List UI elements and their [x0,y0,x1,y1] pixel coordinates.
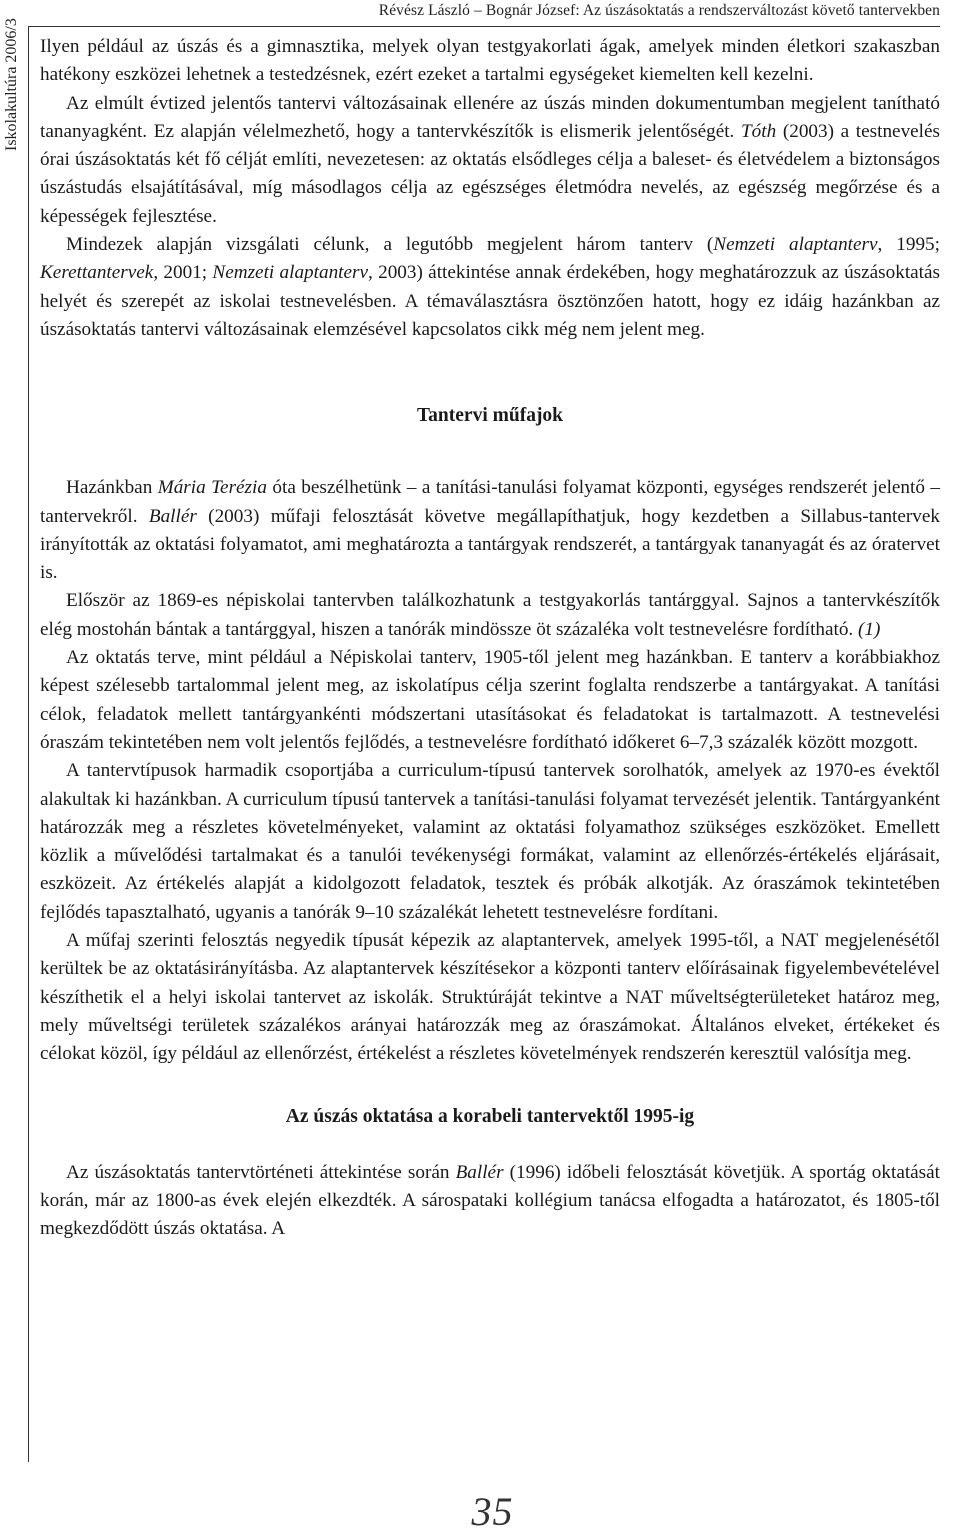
paragraph: Mindezek alapján vizsgálati célunk, a legutóbb megjelent három tanterv (Nemzeti alaptanterv, 1995; Kerettantervek, 2001; Nemzeti alaptanterv, 2003) áttekintése annak érdekében, hogy meghatározzuk az úszásoktatás helyét és szerepét az iskolai testnevelésben. A témaválasztásra ösztönzően hatott, hogy ez idáig hazánkban az úszásoktatás tantervi változásainak elemzésével kapcsolatos cikk még nem jelent meg. [40,234,940,340]
page-number: 35 [471,1489,514,1534]
article-body [40,33,940,1243]
paragraph: Ilyen például az úszás és a gimnasztika, melyek olyan testgyakorlati ágak, amelyek minden életkori szakaszban hatékony eszközei lehetnek a testedzésnek, ezért ezeket a tartalmi egységeket kiemelten kell kezelni. [40,36,940,86]
paragraph: Az oktatás terve, mint például a Népiskolai tanterv, 1905-től jelent meg hazánkban. E tanterv a korábbiakhoz képest szélesebb tartalommal jelent meg, az iskolatípus célja szerint foglalta rendszerbe a tantárgyakat. A tanítási célok, feladatok mellett tantárgyankénti módszertani utasításokat és feladatokat is tartalmazott. A testnevelési óraszám tekintetében nem volt jelentős fejlődés, a testnevelésre fordítható időkeret 6–7,3 százalék között mozgott. [40,647,940,753]
paragraph: A tantervtípusok harmadik csoportjába a curriculum-típusú tantervek sorolhatók, amelyek az 1970-es évektől alakultak ki hazánkban. A curriculum típusú tantervek a tanítási-tanulási folyamat tervezését jelentik. Tantárgyanként határozzák meg a részletes követelményeket, valamint az oktatási folyamathoz szükséges eszközöket. Emellett közlik a művelődési tartalmakat és a tanulói tevékenységi formákat, valamint az ellenőrzés-értékelés eljárásait, eszközeit. Az értékelés alapját a kidolgozott feladatok, tesztek és próbák alkotják. Az óraszámok tekintetében fejlődés tapasztalható, ugyanis a tanórák 9–10 százalékát lehetett testnevelésre fordítani. [40,760,940,923]
section-heading: Az úszás oktatása a korabeli tantervektől 1995-ig [285,1105,695,1127]
italic-run: (1) [858,618,881,640]
running-head: Révész László – Bognár József: Az úszásoktatás a rendszerváltozást követő tantervekben [378,2,940,19]
italic-run: Kerettantervek [40,262,154,284]
italic-run: Nemzeti alaptanterv [212,262,369,284]
paragraph: Az elmúlt évtized jelentős tantervi változásainak ellenére az úszás minden dokumentumban megjelent tanítható tananyagként. Ez alapján vélelmezhető, hogy a tantervkészítők is elismerik jelentőségét. Tóth (2003) a testnevelés órai úszásoktatás két fő célját említi, nevezetesen: az oktatás elsődleges célja a baleset- és életvédelem a biztonságos úszástudás elsajátításával, míg másodlagos célja az egészséges életmódra nevelés, az egészség megőrzése és a képességek fejlesztése. [40,92,940,227]
section-heading: Tantervi műfajok [416,405,564,427]
italic-run: Nemzeti alaptanterv [713,234,878,256]
margin-rule [28,26,29,1462]
header-rule [28,26,940,27]
paragraph: Először az 1869-es népiskolai tantervben találkozhatunk a testgyakorlás tantárggyal. Sajnos a tantervkészítők elég mostohán bántak a tantárggyal, hiszen a tanórák mindössze öt százaléka volt testnevelésre fordítható. (1) [40,590,940,640]
italic-run: Ballér [455,1161,504,1183]
journal-label: Iskolakultúra 2006/3 [3,18,20,151]
paragraph: Az úszásoktatás tantervtörténeti áttekintése során Ballér (1996) időbeli felosztását követjük. A sportág oktatását korán, már az 1800-as évek elején elkezdték. A sárospataki kollégium tanácsa elfogadta a határozatot, és 1805-től megkezdődött úszás oktatása. A [40,1161,940,1240]
paragraph: Hazánkban Mária Terézia óta beszélhetünk – a tanítási-tanulási folyamat központi, egységes rendszerét jelentő – tantervekről. Ballér (2003) műfaji felosztását követve megállapíthatjuk, hogy kezdetben a Sillabus-tantervek irányították az oktatási folyamatot, ami meghatározta a tantárgyak rendszerét, a tantárgyak tananyagát és az óratervet is. [40,477,940,584]
italic-run: Tóth [741,120,777,142]
paragraph: A műfaj szerinti felosztás negyedik típusát képezik az alaptantervek, amelyek 1995-től, a NAT megjelenésétől kerültek be az oktatásirányításba. Az alaptantervek készítésekor a központi tanterv előírásainak figyelembevételével készíthetik el a helyi iskolai tantervet az iskolák. Struktúráját tekintve a NAT műveltségterületeket határoz meg, mely műveltségi területek százalékos arányai határozzák meg az óraszámokat. Általános elveket, értékeket és célokat közöl, így például az ellenőrzést, értékelést a részletes követelmények rendszerén keresztül valósítja meg. [40,930,940,1065]
italic-run: Ballér [148,505,197,527]
italic-run: Mária Terézia [157,477,267,499]
